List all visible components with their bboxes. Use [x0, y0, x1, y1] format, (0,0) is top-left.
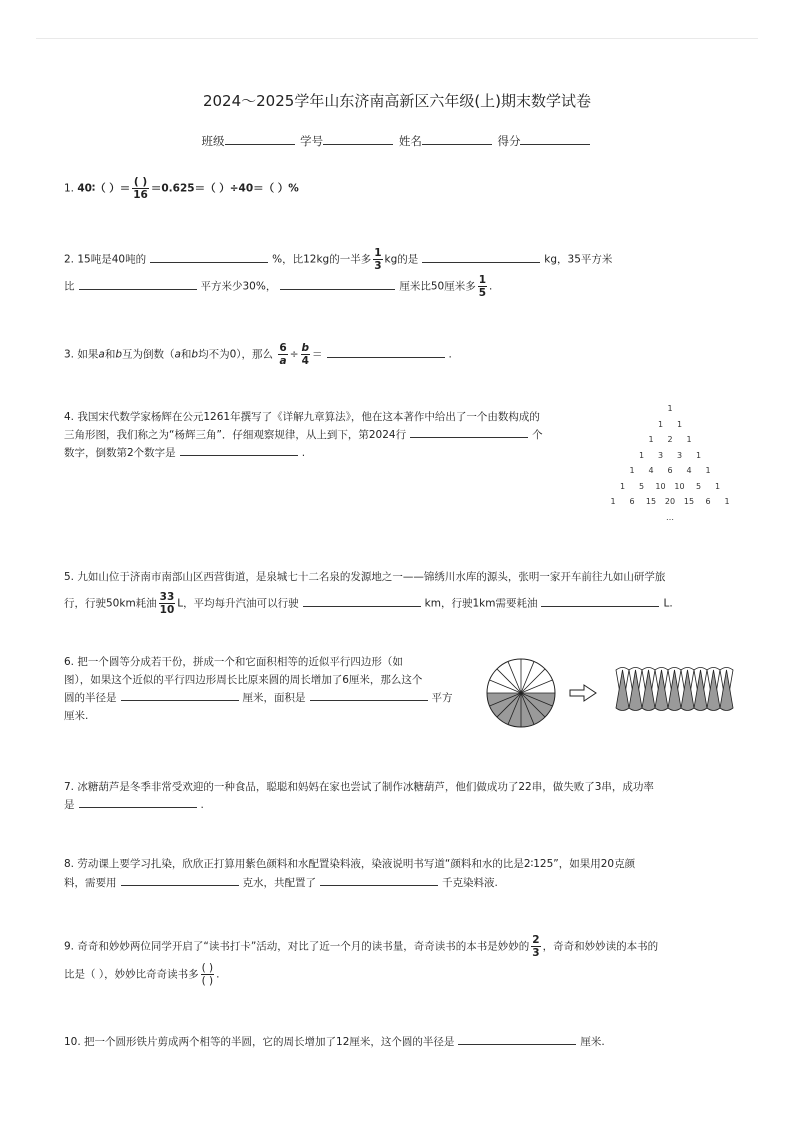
sector-line: [497, 669, 521, 693]
var-a: a: [174, 348, 181, 361]
fraction-denominator: 10: [159, 604, 175, 616]
answer-blank[interactable]: [410, 425, 528, 438]
question-number: 1.: [64, 182, 75, 195]
fraction-numerator: 1: [478, 274, 487, 286]
triangle-number: 4: [648, 466, 654, 475]
q2-fraction-1: [373, 247, 382, 272]
fraction-numerator: ( ): [201, 962, 214, 974]
q4-text: 个: [532, 429, 543, 441]
answer-blank[interactable]: [180, 443, 298, 456]
q7-text: 冰糖葫芦是冬季非常受欢迎的一种食品，聪聪和妈妈在家也尝试了制作冰糖葫芦，他们做成功了22串，做失败了3串，成功率: [77, 781, 654, 793]
q1-text-b: ＝0.625＝（ ）÷40＝（ ）%: [150, 182, 299, 195]
fraction-denominator: 4: [301, 355, 309, 367]
q2-text: kg的是: [384, 253, 419, 266]
fraction-denominator: 3: [374, 260, 382, 272]
q9-fraction-1: [531, 934, 540, 959]
fraction-denominator: 16: [133, 189, 148, 201]
triangle-number: 1: [714, 481, 721, 491]
var-b: b: [115, 348, 122, 361]
q2-text: 比: [64, 280, 75, 293]
triangle-number: 4: [686, 466, 692, 475]
divide-sign: ÷: [289, 348, 299, 361]
triangle-number: 1: [629, 466, 635, 475]
triangle-number: 1: [724, 497, 730, 506]
question-number: 10.: [64, 1036, 81, 1048]
triangle-number: 3: [657, 450, 664, 460]
answer-blank[interactable]: [310, 688, 428, 701]
student-id-field[interactable]: [323, 134, 393, 145]
q6-text: 圆的半径是: [64, 692, 117, 704]
question-2-line-2: [64, 274, 492, 299]
question-6-line-2: [64, 670, 422, 690]
sector-line: [521, 669, 545, 693]
answer-blank[interactable]: [79, 277, 197, 290]
answer-blank[interactable]: [303, 594, 421, 607]
triangle-row: [600, 404, 740, 420]
q9-text: .: [216, 968, 220, 981]
class-field[interactable]: [225, 134, 295, 145]
q2-text: 厘米比50厘米多: [399, 280, 476, 293]
answer-blank[interactable]: [121, 873, 239, 886]
q9-text: 奇奇和妙妙两位同学开启了“读书打卡”活动，对比了近一个月的读书量，奇奇读书的本书是妙妙的: [77, 940, 530, 953]
answer-blank[interactable]: [79, 795, 197, 808]
triangle-row: [600, 482, 740, 498]
class-label: 班级: [201, 134, 225, 148]
q8-text: 料，需要用: [64, 877, 117, 889]
q4-text: .: [301, 447, 306, 459]
triangle-number: 10: [655, 481, 666, 491]
question-number: 8.: [64, 858, 75, 870]
question-7-line-1: [64, 777, 654, 797]
q2-text: kg，35平方米: [544, 253, 613, 266]
q5-text: L，平均每升汽油可以行驶: [177, 597, 299, 610]
q5-text: 九如山位于济南市南部山区西营街道，是泉城七十二名泉的发源地之一——锦绣川水库的源头，张明一家开车前往九如山研学旅: [77, 571, 666, 583]
triangle-row: [600, 451, 740, 467]
triangle-number: 1: [676, 419, 683, 429]
q3-fraction-2: [301, 342, 311, 367]
name-label: 姓名: [398, 134, 422, 148]
triangle-number: 1: [610, 497, 616, 506]
question-4-line-2: [64, 425, 543, 445]
question-number: 5.: [64, 571, 75, 583]
q2-text: %，比12kg的一半多: [272, 253, 372, 266]
q9-text: 比是（ ），妙妙比奇奇读书多: [64, 968, 199, 981]
q6-text: 厘米，面积是: [242, 692, 306, 704]
fraction-numerator: ( ): [133, 176, 148, 188]
triangle-number: 6: [667, 466, 673, 475]
figure-svg: [484, 656, 734, 730]
triangle-number: 1: [667, 404, 673, 413]
question-4-line-1: [64, 407, 540, 427]
question-4-line-3: [64, 443, 305, 463]
triangle-number: 10: [674, 481, 685, 491]
q7-text: .: [200, 799, 204, 811]
triangle-number: 1: [657, 419, 664, 429]
q5-text: km，行驶1km需要耗油: [424, 597, 538, 610]
question-6-line-3: [64, 688, 453, 708]
q3-text: 如果: [77, 348, 99, 361]
answer-blank[interactable]: [150, 250, 268, 263]
score-label: 得分: [497, 134, 521, 148]
triangle-number: 6: [705, 497, 711, 506]
q1-text-a: 40∶（ ）＝: [77, 182, 131, 195]
fraction-numerator: 1: [374, 247, 382, 259]
question-number: 9.: [64, 940, 75, 953]
student-info-row: [0, 133, 794, 149]
answer-blank[interactable]: [541, 594, 659, 607]
q9-text: ，奇奇和妙妙读的本书的: [542, 940, 659, 953]
question-number: 6.: [64, 656, 75, 668]
triangle-row: [600, 420, 740, 436]
yanghui-triangle: [600, 404, 740, 528]
q10-text: 把一个圆形铁片剪成两个相等的半圆，它的周长增加了12厘米，这个圆的半径是: [84, 1036, 455, 1048]
fraction-numerator: 33: [159, 591, 175, 603]
triangle-number: 5: [695, 481, 702, 491]
question-number: 7.: [64, 781, 75, 793]
q6-text: 图），如果这个近似的平行四边形周长比原来圆的周长增加了6厘米，那么这个: [64, 674, 423, 686]
score-field[interactable]: [520, 134, 590, 145]
triangle-number: 1: [638, 450, 645, 460]
q1-fraction: [132, 176, 149, 201]
fraction-denominator: ( ): [201, 975, 214, 987]
answer-blank[interactable]: [320, 873, 438, 886]
q6-text: 厘米.: [64, 710, 89, 722]
answer-blank[interactable]: [327, 345, 445, 358]
q2-text: 15吨是40吨的: [77, 253, 147, 266]
answer-blank[interactable]: [458, 1032, 576, 1045]
circle-to-parallelogram-figure: [484, 656, 734, 733]
triangle-number: 1: [648, 435, 654, 444]
triangle-row: [600, 466, 740, 482]
answer-blank[interactable]: [422, 250, 540, 263]
question-2-line-1: [64, 247, 612, 272]
triangle-number: 5: [638, 481, 645, 491]
triangle-number: 6: [629, 497, 635, 506]
q8-text: 克水，共配置了: [242, 877, 316, 889]
page-title: 2024～2025学年山东济南高新区六年级(上)期末数学试卷: [202, 92, 592, 110]
triangle-ellipsis: …: [666, 512, 674, 522]
q6-text: 把一个圆等分成若干份，拼成一个和它面积相等的近似平行四边形（如: [77, 656, 403, 668]
question-number: 3.: [64, 348, 75, 361]
q5-text: 行，行驶50km耗油: [64, 597, 157, 610]
triangle-row: [600, 435, 740, 451]
triangle-number: 2: [667, 435, 673, 444]
q3-text: 均不为0），那么: [198, 348, 274, 361]
q8-text: 千克染料液.: [442, 877, 498, 889]
fraction-numerator: 6: [279, 342, 287, 354]
question-7-line-2: [64, 795, 204, 815]
q2-text: 平方米少30%，: [200, 280, 277, 293]
question-8-line-2: [64, 873, 498, 893]
answer-blank[interactable]: [280, 277, 395, 290]
question-3: [64, 342, 452, 367]
question-number: 4.: [64, 411, 75, 423]
q4-text: 我国宋代数学家杨辉在公元1261年撰写了《详解九章算法》，他在这本著作中给出了一个由数构成的: [77, 411, 540, 423]
q3-text: 和: [180, 348, 192, 361]
question-1: [64, 176, 299, 201]
triangle-number: 1: [705, 466, 711, 475]
q3-text: .: [448, 348, 452, 361]
question-5-line-2: [64, 591, 673, 616]
q8-text: 劳动课上要学习扎染，欣欣正打算用紫色颜料和水配置染料液，染液说明书写道“颜料和水的比是2∶125”，如果用20克颜: [77, 858, 636, 870]
q6-text: 平方: [431, 692, 453, 704]
q7-text: 是: [64, 799, 75, 811]
question-8-line-1: [64, 854, 635, 874]
q10-text: 厘米.: [580, 1036, 605, 1048]
name-field[interactable]: [422, 134, 492, 145]
q3-text: 和: [104, 348, 116, 361]
equals-sign: ＝: [312, 348, 323, 361]
top-divider: [36, 38, 758, 39]
triangle-number: 15: [645, 497, 657, 506]
triangle-number: 3: [676, 450, 683, 460]
fraction-denominator: 3: [532, 947, 540, 959]
triangle-number: 1: [695, 450, 702, 460]
question-6-line-1: [64, 652, 403, 672]
fraction-denominator: a: [279, 355, 287, 367]
question-9-line-1: [64, 934, 658, 959]
var-b: b: [191, 348, 199, 361]
question-5-line-1: [64, 567, 665, 587]
triangle-number: 1: [619, 481, 626, 491]
triangle-number: 20: [664, 497, 676, 506]
fraction-numerator: 2: [532, 934, 540, 946]
q2-fraction-2: [478, 274, 487, 299]
question-10: [64, 1032, 605, 1052]
q4-text: 数字，倒数第2个数字是: [64, 447, 176, 459]
answer-blank[interactable]: [121, 688, 239, 701]
q5-fraction: [159, 591, 176, 616]
arrow-icon: [570, 685, 596, 701]
question-9-line-2: [64, 962, 219, 987]
q5-text: L.: [663, 597, 673, 610]
triangle-number: 1: [686, 435, 692, 444]
var-a: a: [98, 348, 105, 361]
q9-fraction-2: [201, 962, 215, 987]
fraction-denominator: 5: [478, 287, 487, 299]
q2-text: .: [489, 280, 493, 293]
q4-text: 三角形图，我们称之为“杨辉三角”．仔细观察规律，从上到下，第2024行: [64, 429, 407, 441]
fraction-numerator: b: [301, 342, 310, 354]
q3-text: 互为倒数（: [121, 348, 175, 361]
triangle-number: 15: [683, 497, 695, 506]
question-number: 2.: [64, 253, 75, 266]
triangle-row: [600, 497, 740, 513]
question-6-line-4: [64, 706, 88, 726]
student-id-label: 学号: [300, 134, 324, 148]
q3-fraction-1: [278, 342, 287, 367]
